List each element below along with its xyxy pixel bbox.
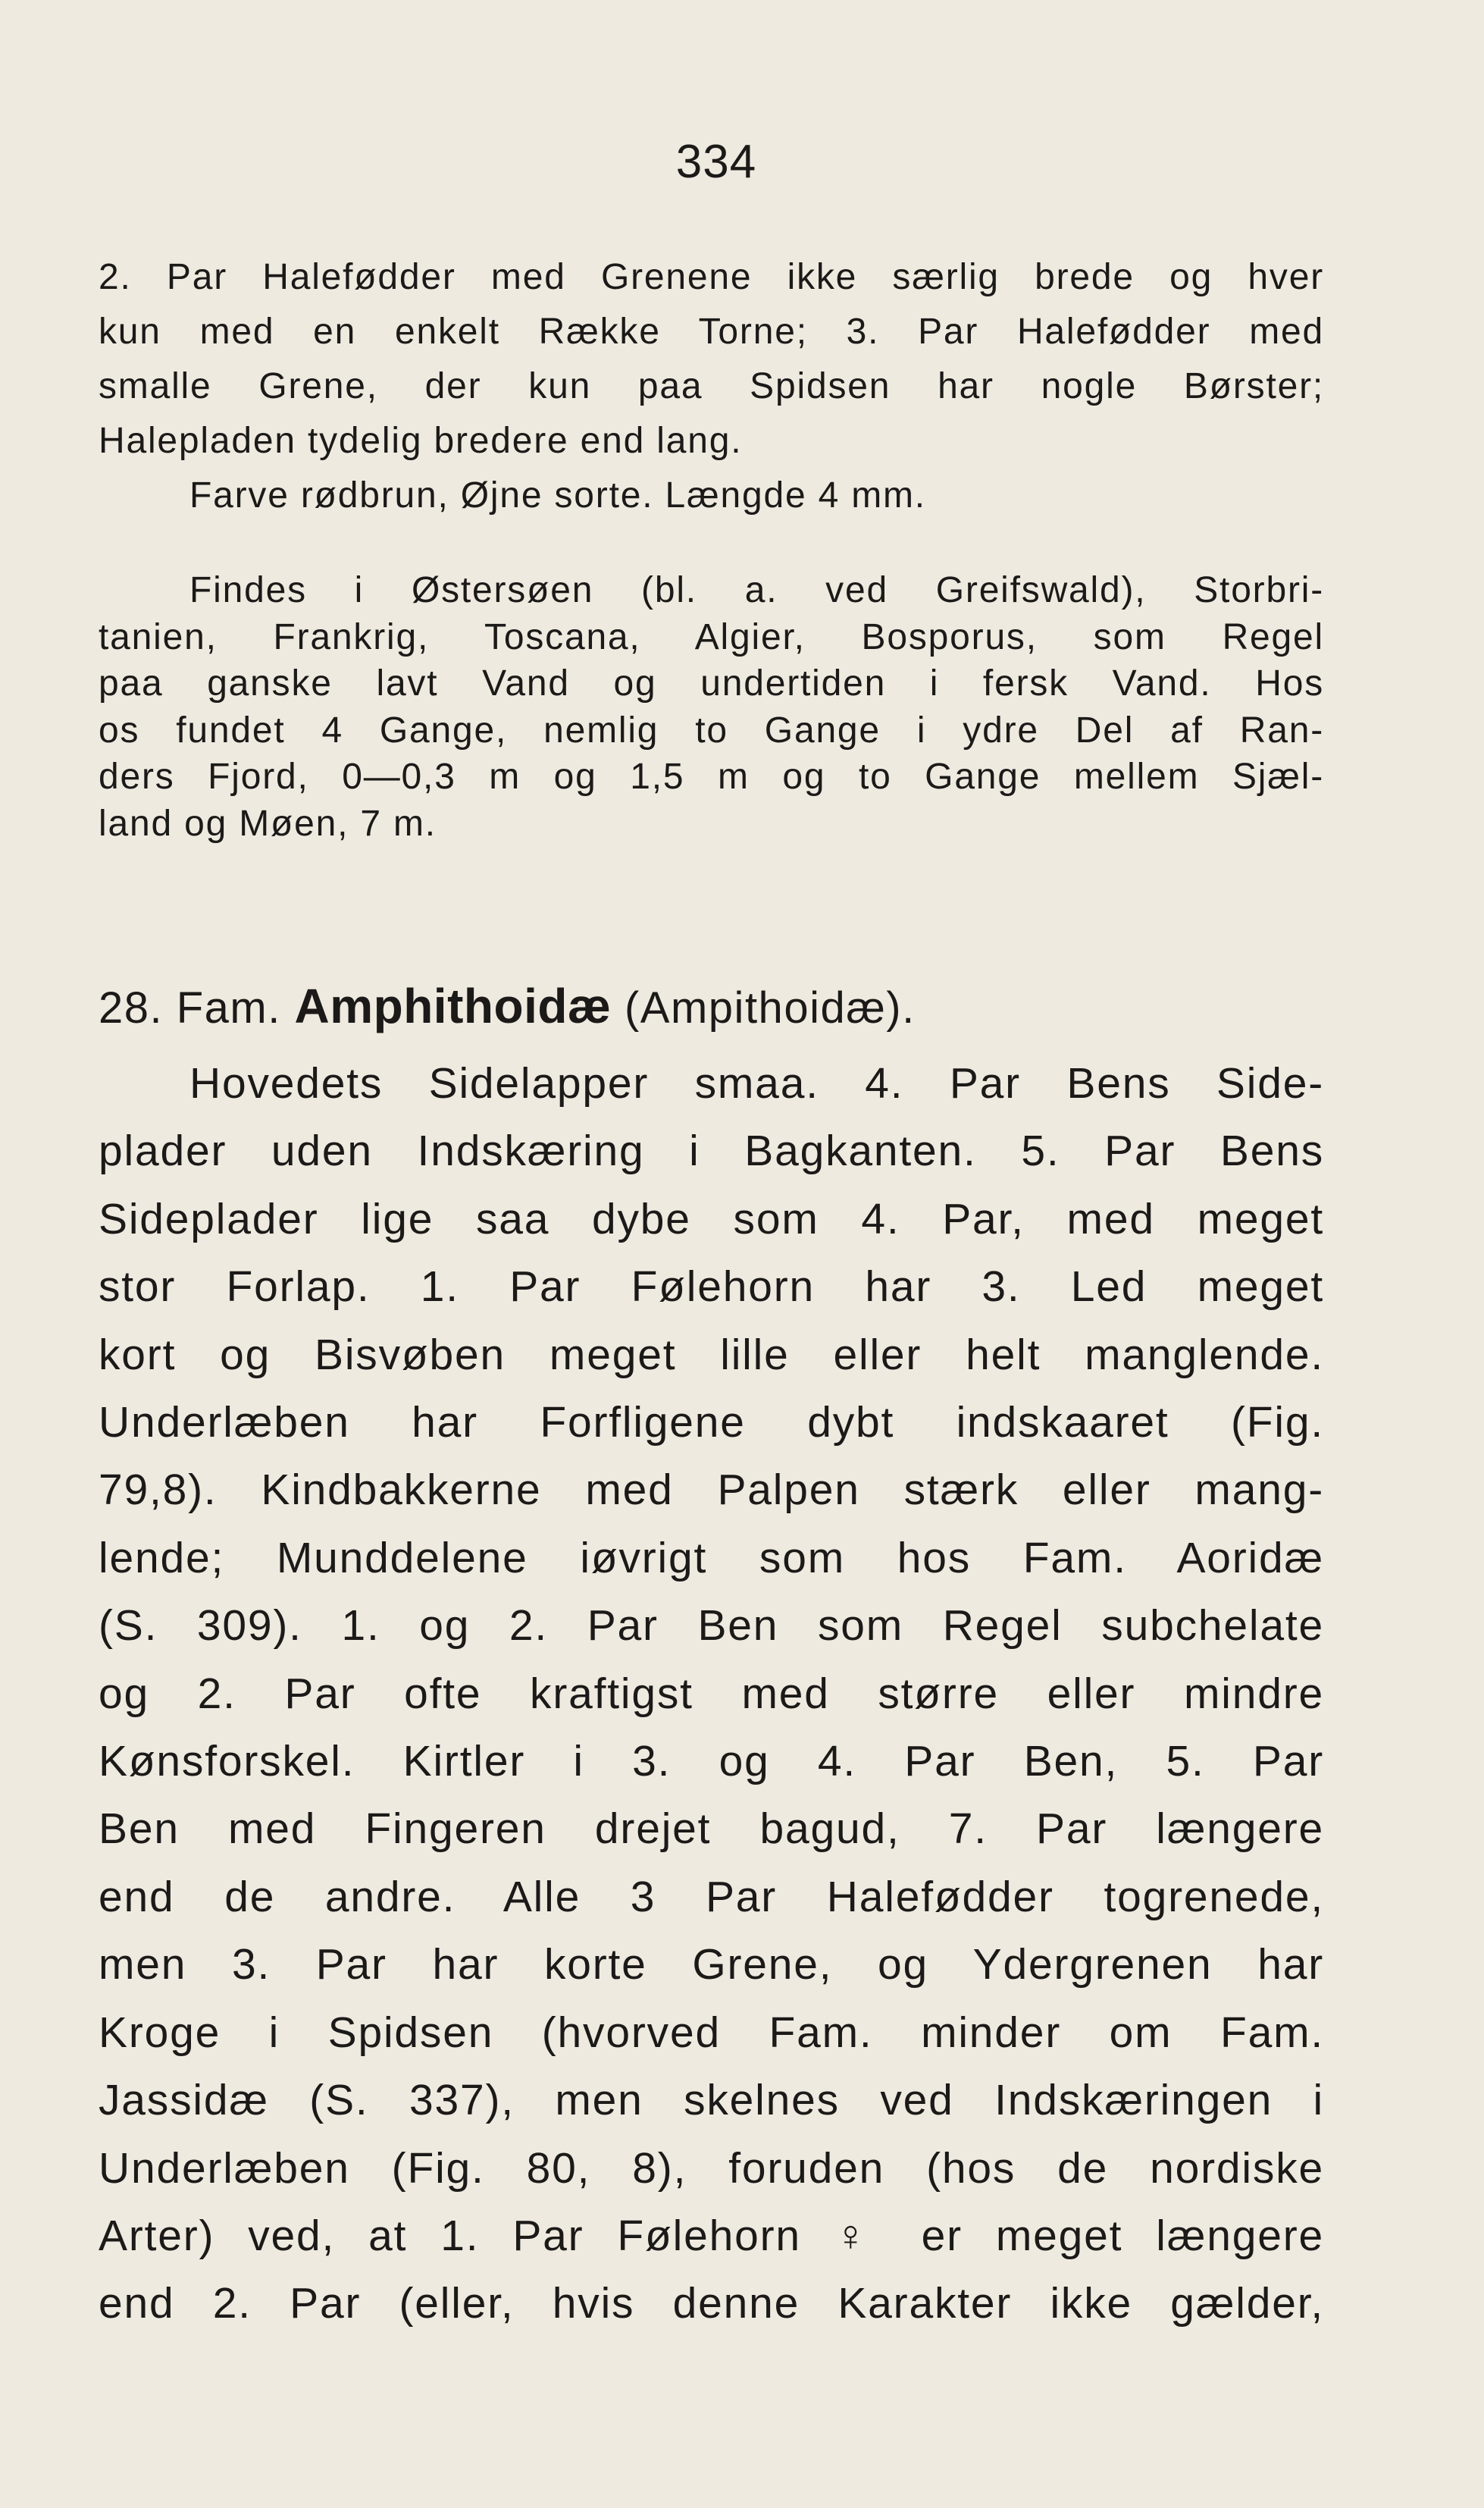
text-line: Underlæben har Forfligene dybt indskaaret (Fig. xyxy=(99,1398,1324,1447)
text-line: Ben med Fingeren drejet bagud, 7. Par længere xyxy=(99,1804,1324,1854)
text-line: end 2. Par (eller, hvis denne Karakter ikke gælder, xyxy=(99,2279,1324,2328)
text-line: (S. 309). 1. og 2. Par Ben som Regel subchelate xyxy=(99,1601,1324,1651)
text-line: men 3. Par har korte Grene, og Ydergrenen har xyxy=(99,1940,1324,1989)
text-line: os fundet 4 Gange, nemlig to Gange i ydre Del af Ran- xyxy=(99,710,1324,751)
text-line: plader uden Indskæring i Bagkanten. 5. Par Bens xyxy=(99,1127,1324,1176)
family-alt-name: (Ampithoidæ). xyxy=(624,983,916,1033)
text-line: ders Fjord, 0—0,3 m og 1,5 m og to Gange mellem Sjæl- xyxy=(99,757,1324,797)
text-line: Hovedets Sidelapper smaa. 4. Par Bens Side- xyxy=(189,1059,1324,1108)
text-line: end de andre. Alle 3 Par Halefødder togrenede, xyxy=(99,1872,1324,1921)
text-line: Farve rødbrun, Øjne sorte. Længde 4 mm. xyxy=(189,475,926,516)
text-line: smalle Grene, der kun paa Spidsen har nogle Børster; xyxy=(99,366,1324,406)
text-line: Arter) ved, at 1. Par Følehorn ♀ er meget længere xyxy=(99,2211,1324,2260)
family-name: Amphithoidæ xyxy=(294,979,612,1033)
section-number: 28. Fam. xyxy=(99,983,281,1033)
section-body xyxy=(99,1050,1324,2338)
text-line: Sideplader lige saa dybe som 4. Par, med meget xyxy=(99,1194,1324,1243)
text-line: kort og Bisvøben meget lille eller helt manglende. xyxy=(99,1330,1324,1379)
text-line: Halepladen tydelig bredere end lang. xyxy=(99,421,743,461)
text-line: 2. Par Halefødder med Grenene ikke særlig brede og hver xyxy=(99,257,1324,297)
text-line: paa ganske lavt Vand og undertiden i fersk Vand. Hos xyxy=(99,663,1324,704)
text-line: kun med en enkelt Række Torne; 3. Par Halefødder med xyxy=(99,312,1324,352)
section-heading xyxy=(99,972,1324,1042)
text-line: 79,8). Kindbakkerne med Palpen stærk eller mang- xyxy=(99,1466,1324,1515)
description-paragraph xyxy=(99,250,1324,523)
distribution-paragraph xyxy=(99,567,1324,847)
text-line: land og Møen, 7 m. xyxy=(99,803,437,844)
text-line: Findes i Østersøen (bl. a. ved Greifswald), Storbri- xyxy=(189,570,1324,610)
text-line: Jassidæ (S. 337), men skelnes ved Indskæringen i xyxy=(99,2076,1324,2125)
text-line: stor Forlap. 1. Par Følehorn har 3. Led meget xyxy=(99,1262,1324,1312)
text-line: Underlæben (Fig. 80, 8), foruden (hos de nordiske xyxy=(99,2143,1324,2193)
text-line: og 2. Par ofte kraftigst med større eller mindre xyxy=(99,1669,1324,1718)
page-number: 334 xyxy=(675,136,757,188)
text-line: tanien, Frankrig, Toscana, Algier, Bosporus, som Regel xyxy=(99,616,1324,657)
text-line: Kønsforskel. Kirtler i 3. og 4. Par Ben, 5. Par xyxy=(99,1737,1324,1786)
text-line: Kroge i Spidsen (hvorved Fam. minder om Fam. xyxy=(99,2008,1324,2057)
text-line: lende; Munddelene iøvrigt som hos Fam. Aoridæ xyxy=(99,1533,1324,1582)
